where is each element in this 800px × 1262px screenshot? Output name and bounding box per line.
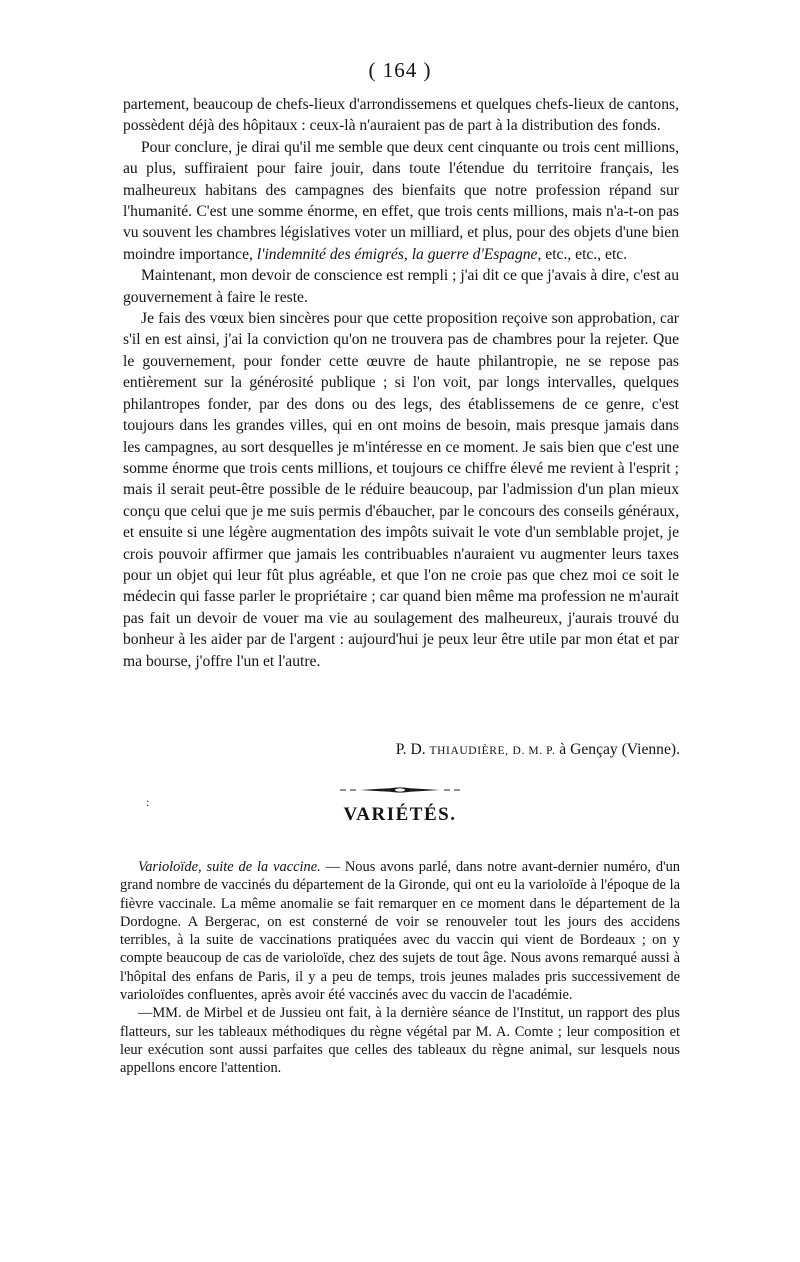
paragraph-4: Je fais des vœux bien sincères pour que cette proposition reçoive son approbation, car s'il en est ainsi, j'ai la conviction qu'on ne trouvera pas de chambres pour la rejeter. Que le gouvernement, pour fonder cette œuvre de haute philantropie, ne se repose pas entièrement sur la générosité publique ; si l'on voit, par longs intervalles, quelques philantropes fonder, par des dons ou des legs, des établissemens de ce genre, c'est toujours dans les grandes villes, qui en ont moins de besoin, mais presque jamais dans les campagnes, au sort desquelles je m'intéresse en ce moment. Je sais bien que c'est une somme énorme que trois cents millions, et toujours ce chiffre élevé me revient à l'esprit ; mais il serait peut-être possible de le réduire beaucoup, par l'admission d'un plan mieux conçu que celui que je me suis permis d'ébaucher, par le concours des conseils généraux, et ensuite si une légère augmentation des impôts suivait le vote d'un semblable projet, je crois pouvoir affirmer que jamais les contribuables n'auraient vu augmenter leurs taxes pour un objet qui leur fût plus agréable, et que l'on ne croie pas que chez moi ce soit le médecin qui fasse parler le propriétaire ; car quand bien même ma profession ne m'aurait pas fait un devoir de vouer ma vie au soulagement des malheureux, j'aurais trouvé du bonheur à les aider par de l'argent : aujourd'hui je peux leur être utile par mon état et par ma bourse, j'offre l'un et l'autre. — [123, 310, 679, 670]
paragraph-3: Maintenant, mon devoir de conscience est rempli ; j'ai dit ce que j'avais à dire, c'est au gouvernement à faire le reste. — [123, 267, 679, 306]
paragraph-2-text: Pour conclure, je dirai qu'il me semble que deux cent cinquante ou trois cent millions, au plus, suffiraient pour faire jouir, dans toute l'étendue du territoire français, les malheureux habitans des campagnes des bienfaits que notre profession répand sur l'humanité. C'est une somme énorme, en effet, que trois cents millions, mais n'a-t-on pas vu souvent les chambres législatives voter un milliard, et plus, pour des objets d'une bien moindre importance, — [123, 138, 679, 263]
varietes-text-block — [120, 858, 680, 1078]
paragraph-2 — [123, 137, 679, 265]
paragraph-2-end: , etc., etc., etc. — [537, 245, 628, 263]
author-place: à Gençay (Vienne). — [559, 741, 680, 758]
section-heading: VARIÉTÉS. — [343, 804, 457, 825]
author-initials: P. D. — [395, 741, 426, 758]
ornamental-divider — [340, 785, 460, 795]
varietes-paragraph-1-text: — Nous avons parlé, dans notre avant-dernier numéro, d'un grand nombre de vaccinés du département de la Gironde, qui ont eu la varioloïde à l'époque de la fièvre vaccinale. La même anomalie se fait remarquer en ce moment dans le département de la Dordogne. A Bergerac, on est consterné de voir se renouveler tout les jours des accidens terribles, à la suite de vaccinations pratiquées avec du vaccin qui vient de Bordeaux ; on y compte beaucoup de cas de varioloïde, chez des sujets de tout âge. Nous avons remarqué aussi à l'hôpital des enfans de Paris, il y a peu de temps, trois jeunes malades pris successivement de varioloïdes confluentes, après avoir été vaccinés avec du vaccin de l'académie. — [120, 859, 680, 1004]
page-number: ( 164 ) — [368, 58, 432, 82]
stray-mark: : — [146, 795, 150, 809]
author-degree: D. M. P. — [512, 745, 556, 757]
varietes-paragraph-1 — [120, 858, 680, 1004]
main-text-block — [123, 94, 679, 672]
paragraph-1: partement, beaucoup de chefs-lieux d'arrondissemens et quelques chefs-lieux de cantons, possèdent déjà des hôpitaux : ceux-là n'auraient pas de part à la distribution des fonds. — [123, 96, 679, 135]
author-signature — [300, 741, 680, 759]
paragraph-2-italic: l'indemnité des émigrés, la guerre d'Espagne — [256, 245, 538, 263]
author-name: THIAUDIÈRE, — [429, 745, 509, 757]
varietes-paragraph-1-title: Varioloïde, suite de la vaccine. — [138, 859, 321, 875]
varietes-paragraph-2: —MM. de Mirbel et de Jussieu ont fait, à la dernière séance de l'Institut, un rapport des plus flatteurs, sur les tableaux méthodiques du règne végétal par M. A. Comte ; leur composition et leur exécution sont aussi parfaites que celles des tableaux du règne animal, sur lesquels nous appellons encore l'attention. — [120, 1005, 680, 1077]
